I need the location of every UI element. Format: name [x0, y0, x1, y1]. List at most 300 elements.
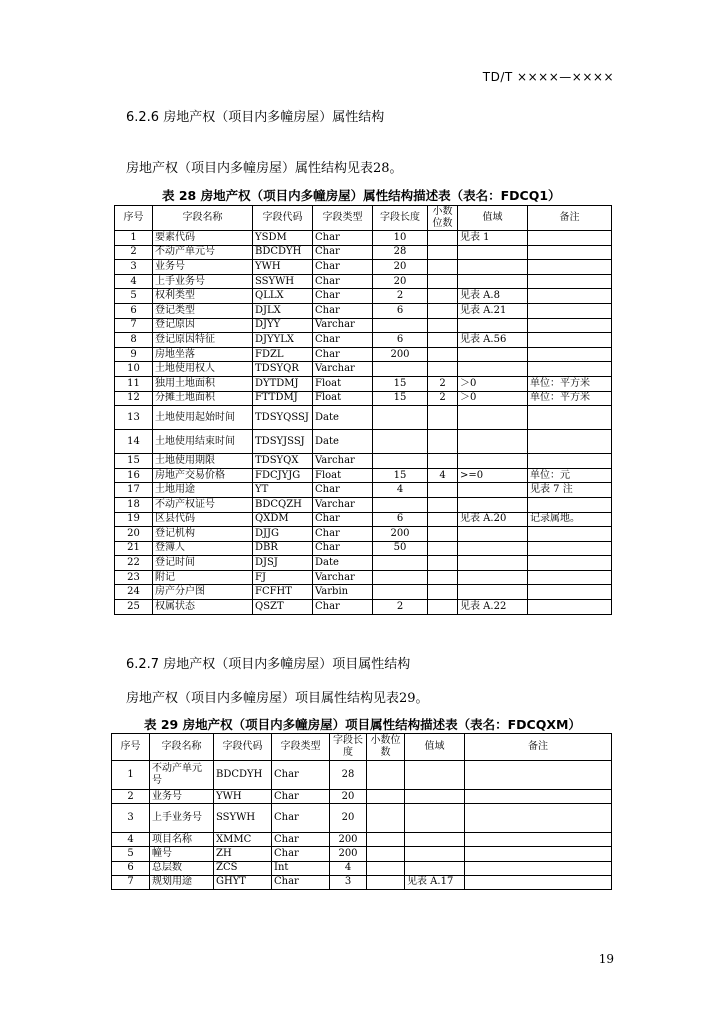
table-cell: 14 [115, 430, 153, 454]
table-cell: 5 [112, 847, 150, 861]
table-cell: DJLX [253, 303, 313, 318]
table-cell: 土地使用权人 [153, 362, 253, 377]
table-cell [458, 274, 528, 289]
table-cell: 见表 A.22 [458, 600, 528, 615]
table-cell: 2 [112, 790, 150, 804]
table-cell: FDCJYJG [253, 468, 313, 483]
table-cell: XMMC [214, 833, 272, 847]
table-cell: 分摊土地面积 [153, 391, 253, 406]
column-header: 字段长度 [373, 206, 428, 231]
table-cell: 10 [373, 231, 428, 246]
table-cell [428, 454, 458, 469]
table-cell: Varchar [313, 362, 373, 377]
table-cell: 25 [115, 600, 153, 615]
table-row [115, 260, 612, 275]
table-cell: GHYT [214, 875, 272, 889]
table-cell [528, 556, 612, 571]
column-header: 值域 [458, 206, 528, 231]
table-cell: 总层数 [150, 861, 214, 875]
table-row [112, 804, 612, 833]
section-heading-6-2-6: 6.2.6 房地产权（项目内多幢房屋）属性结构 [126, 110, 385, 125]
table-cell: Char [272, 790, 330, 804]
table-cell: 4 [112, 833, 150, 847]
table-cell [458, 347, 528, 362]
table-cell: 2 [428, 376, 458, 391]
table-cell: Char [272, 804, 330, 833]
table-row [112, 847, 612, 861]
table-cell: 不动产单元号 [150, 761, 214, 790]
table-cell: TDSYJSSJ [253, 430, 313, 454]
table-cell [373, 406, 428, 430]
table-cell: 10 [115, 362, 153, 377]
table-cell: Char [313, 333, 373, 348]
table-cell: 登记时间 [153, 556, 253, 571]
table-row [115, 333, 612, 348]
column-header: 序号 [112, 734, 150, 761]
table-cell: YWH [214, 790, 272, 804]
table-cell: 上手业务号 [153, 274, 253, 289]
table-cell: 16 [115, 468, 153, 483]
table-cell: Float [313, 468, 373, 483]
table-cell [458, 318, 528, 333]
table-cell: 2 [373, 289, 428, 304]
table-cell: Float [313, 391, 373, 406]
table-row [115, 570, 612, 585]
table-cell [465, 833, 612, 847]
table-cell: 22 [115, 556, 153, 571]
table-cell: 单位：平方米 [528, 376, 612, 391]
column-header: 序号 [115, 206, 153, 231]
table-cell: Char [313, 303, 373, 318]
table-cell: Char [313, 483, 373, 498]
table-cell [367, 833, 405, 847]
table-cell [458, 483, 528, 498]
table-cell: DJYY [253, 318, 313, 333]
table-cell [405, 804, 465, 833]
table-cell: 单位：平方米 [528, 391, 612, 406]
table-cell [428, 318, 458, 333]
table-row [112, 875, 612, 889]
table-cell [367, 804, 405, 833]
table-cell [528, 274, 612, 289]
page-number: 19 [598, 952, 614, 966]
document-code-header: TD/T ××××—×××× [482, 70, 614, 84]
table-cell: 12 [115, 391, 153, 406]
table-row [115, 318, 612, 333]
table-row [115, 406, 612, 430]
table-cell: 3 [115, 260, 153, 275]
table-cell [528, 406, 612, 430]
table-cell: SSYWH [253, 274, 313, 289]
table-cell: 见表 A.56 [458, 333, 528, 348]
table-cell: 1 [112, 761, 150, 790]
table-cell: 权属状态 [153, 600, 253, 615]
table-cell [528, 231, 612, 246]
table-cell: 3 [112, 804, 150, 833]
table-cell [528, 527, 612, 542]
table-cell [465, 761, 612, 790]
table-cell: 6 [373, 303, 428, 318]
table-cell: 独用土地面积 [153, 376, 253, 391]
table-cell: 房产分户图 [153, 585, 253, 600]
table-cell: 2 [373, 600, 428, 615]
table-cell [373, 556, 428, 571]
table-row [115, 245, 612, 260]
table-cell: 房地产交易价格 [153, 468, 253, 483]
table-cell: DYTDMJ [253, 376, 313, 391]
table-cell: 15 [373, 391, 428, 406]
table-cell [428, 556, 458, 571]
table-cell [528, 347, 612, 362]
table-cell: 记录属地。 [528, 512, 612, 527]
table-cell: 见表 A.8 [458, 289, 528, 304]
table-cell [367, 861, 405, 875]
table-cell: 规划用途 [150, 875, 214, 889]
table-row [115, 527, 612, 542]
table-row [115, 303, 612, 318]
table-cell: QLLX [253, 289, 313, 304]
table-row [115, 430, 612, 454]
table-cell [428, 362, 458, 377]
column-header: 字段名称 [153, 206, 253, 231]
column-header: 备注 [465, 734, 612, 761]
table-cell: Varchar [313, 318, 373, 333]
table-cell: Char [313, 231, 373, 246]
table-cell [528, 600, 612, 615]
table-cell [528, 333, 612, 348]
table-cell: Char [313, 527, 373, 542]
table-cell: 20 [373, 260, 428, 275]
table-row [112, 833, 612, 847]
table-cell: Int [272, 861, 330, 875]
table-cell [373, 570, 428, 585]
table-cell: 2 [115, 245, 153, 260]
table-cell [528, 289, 612, 304]
table-cell [528, 245, 612, 260]
column-header: 备注 [528, 206, 612, 231]
table-cell [428, 274, 458, 289]
column-header: 字段类型 [313, 206, 373, 231]
table-cell: Char [313, 274, 373, 289]
table-cell [428, 303, 458, 318]
table-28 [114, 205, 612, 615]
table-cell: 9 [115, 347, 153, 362]
table-cell: 1 [115, 231, 153, 246]
table-cell [428, 430, 458, 454]
table-cell: 登记原因 [153, 318, 253, 333]
table-cell [428, 541, 458, 556]
table-cell [367, 761, 405, 790]
table-cell [373, 454, 428, 469]
table-cell [405, 847, 465, 861]
table-cell: 13 [115, 406, 153, 430]
table-cell [528, 318, 612, 333]
table-row [115, 468, 612, 483]
table-cell: ZCS [214, 861, 272, 875]
table-cell: 权利类型 [153, 289, 253, 304]
table-cell [458, 585, 528, 600]
table-cell: 6 [112, 861, 150, 875]
table-row [115, 483, 612, 498]
table-cell [458, 497, 528, 512]
table-cell [428, 512, 458, 527]
table-cell: SSYWH [214, 804, 272, 833]
table-cell: DBR [253, 541, 313, 556]
table-cell: 19 [115, 512, 153, 527]
table-row [115, 585, 612, 600]
table-cell [428, 347, 458, 362]
table-cell [367, 847, 405, 861]
table-cell: 3 [330, 875, 367, 889]
column-header: 字段长度 [330, 734, 367, 761]
table-cell [458, 362, 528, 377]
table-cell: 200 [373, 527, 428, 542]
table-row [115, 556, 612, 571]
table-cell: Varbin [313, 585, 373, 600]
table-cell: 20 [115, 527, 153, 542]
table-cell: 4 [428, 468, 458, 483]
table-cell: Char [272, 875, 330, 889]
table-row [115, 454, 612, 469]
table-cell: 8 [115, 333, 153, 348]
table-cell: YSDM [253, 231, 313, 246]
table-cell [373, 497, 428, 512]
section-intro-text: 房地产权（项目内多幢房屋）项目属性结构见表29。 [126, 691, 429, 706]
table-cell [405, 790, 465, 804]
table-cell [528, 570, 612, 585]
table-cell: Char [313, 347, 373, 362]
table-cell: Char [313, 541, 373, 556]
table-cell: 不动产权证号 [153, 497, 253, 512]
table-cell [367, 790, 405, 804]
table-cell: 上手业务号 [150, 804, 214, 833]
table-cell: 15 [115, 454, 153, 469]
table-cell: Char [313, 260, 373, 275]
table-cell: FJ [253, 570, 313, 585]
table-cell [373, 585, 428, 600]
table-header-row [112, 734, 612, 761]
table-row [115, 541, 612, 556]
table-cell [458, 556, 528, 571]
table-row [115, 274, 612, 289]
table-row [115, 231, 612, 246]
table-cell [428, 483, 458, 498]
table-cell: ＞0 [458, 391, 528, 406]
table-cell: 登簿人 [153, 541, 253, 556]
table-cell: FCFHT [253, 585, 313, 600]
table-cell [465, 875, 612, 889]
table-cell: 业务号 [150, 790, 214, 804]
table-cell: 登记原因特征 [153, 333, 253, 348]
table-row [115, 391, 612, 406]
table-cell: FTTDMJ [253, 391, 313, 406]
table-cell: Char [272, 761, 330, 790]
table-cell: 土地用途 [153, 483, 253, 498]
table-cell [458, 406, 528, 430]
table-cell: 17 [115, 483, 153, 498]
table-row [112, 861, 612, 875]
table-cell: 200 [330, 847, 367, 861]
table-cell: 28 [330, 761, 367, 790]
table-cell: 50 [373, 541, 428, 556]
table-cell: >=0 [458, 468, 528, 483]
table-cell: 7 [112, 875, 150, 889]
table-cell [428, 289, 458, 304]
table-cell: 6 [373, 333, 428, 348]
table-cell: DJSJ [253, 556, 313, 571]
table-cell: 20 [330, 790, 367, 804]
table-cell [428, 570, 458, 585]
table-row [115, 289, 612, 304]
table-cell: 28 [373, 245, 428, 260]
column-header: 小数位数 [428, 206, 458, 231]
table-cell: TDSYQR [253, 362, 313, 377]
table-cell: 11 [115, 376, 153, 391]
table-cell [458, 541, 528, 556]
table-cell: 200 [330, 833, 367, 847]
table-cell: Date [313, 406, 373, 430]
table-cell: 5 [115, 289, 153, 304]
table-cell: 15 [373, 376, 428, 391]
table-cell: Date [313, 430, 373, 454]
table-cell: TDSYQX [253, 454, 313, 469]
table-cell: 幢号 [150, 847, 214, 861]
table-cell: 不动产单元号 [153, 245, 253, 260]
table-cell [458, 430, 528, 454]
table-cell: YWH [253, 260, 313, 275]
table-cell: 见表 1 [458, 231, 528, 246]
table-cell: Char [313, 289, 373, 304]
table-cell: 土地使用起始时间 [153, 406, 253, 430]
table-28-caption: 表 28 房地产权（项目内多幢房屋）属性结构描述表（表名：FDCQ1） [162, 188, 561, 203]
table-cell: 土地使用结束时间 [153, 430, 253, 454]
table-cell [528, 260, 612, 275]
table-cell [528, 541, 612, 556]
table-cell: BDCDYH [253, 245, 313, 260]
table-cell: Varchar [313, 454, 373, 469]
table-cell: 登记机构 [153, 527, 253, 542]
table-row [115, 347, 612, 362]
table-cell [458, 570, 528, 585]
table-row [115, 600, 612, 615]
table-cell [367, 875, 405, 889]
table-cell [373, 318, 428, 333]
table-cell [465, 847, 612, 861]
table-cell: 见表 A.17 [405, 875, 465, 889]
table-cell [428, 231, 458, 246]
table-cell: 业务号 [153, 260, 253, 275]
table-cell [405, 833, 465, 847]
table-cell: 6 [373, 512, 428, 527]
table-29 [111, 733, 612, 890]
table-cell: 单位：元 [528, 468, 612, 483]
table-cell [373, 430, 428, 454]
table-cell [528, 362, 612, 377]
section-heading-6-2-7: 6.2.7 房地产权（项目内多幢房屋）项目属性结构 [126, 657, 411, 672]
table-row [115, 376, 612, 391]
table-cell: BDCDYH [214, 761, 272, 790]
table-cell: Char [313, 600, 373, 615]
table-cell: 4 [373, 483, 428, 498]
table-cell: 200 [373, 347, 428, 362]
table-cell [458, 454, 528, 469]
table-cell [465, 804, 612, 833]
table-cell [465, 790, 612, 804]
table-cell: 见表 A.21 [458, 303, 528, 318]
table-cell: Char [272, 833, 330, 847]
table-cell: 土地使用期限 [153, 454, 253, 469]
table-cell: ＞0 [458, 376, 528, 391]
table-cell: 见表 A.20 [458, 512, 528, 527]
table-cell: Varchar [313, 497, 373, 512]
table-cell: 21 [115, 541, 153, 556]
table-cell [428, 600, 458, 615]
section-intro-text: 房地产权（项目内多幢房屋）属性结构见表28。 [126, 161, 403, 176]
table-cell: Char [313, 245, 373, 260]
table-cell: 20 [373, 274, 428, 289]
table-cell: 20 [330, 804, 367, 833]
table-cell: 要素代码 [153, 231, 253, 246]
table-cell: Varchar [313, 570, 373, 585]
table-cell [528, 497, 612, 512]
table-row [112, 790, 612, 804]
column-header: 小数位数 [367, 734, 405, 761]
column-header: 字段类型 [272, 734, 330, 761]
table-row [112, 761, 612, 790]
column-header: 值域 [405, 734, 465, 761]
table-cell [428, 527, 458, 542]
table-cell: 登记类型 [153, 303, 253, 318]
table-cell [405, 761, 465, 790]
table-cell: 区县代码 [153, 512, 253, 527]
table-row [115, 497, 612, 512]
table-cell: BDCQZH [253, 497, 313, 512]
table-cell [428, 406, 458, 430]
table-cell: 23 [115, 570, 153, 585]
table-cell: Char [313, 512, 373, 527]
table-cell [465, 861, 612, 875]
table-cell: 4 [115, 274, 153, 289]
column-header: 字段名称 [150, 734, 214, 761]
table-cell: Date [313, 556, 373, 571]
column-header: 字段代码 [253, 206, 313, 231]
table-cell: 4 [330, 861, 367, 875]
table-cell [528, 303, 612, 318]
table-cell: YT [253, 483, 313, 498]
table-cell [405, 861, 465, 875]
table-cell: 项目名称 [150, 833, 214, 847]
table-cell [428, 333, 458, 348]
table-cell: QXDM [253, 512, 313, 527]
table-cell [458, 527, 528, 542]
table-cell: 2 [428, 391, 458, 406]
table-cell: DJJG [253, 527, 313, 542]
table-cell [428, 585, 458, 600]
table-cell [458, 245, 528, 260]
table-row [115, 512, 612, 527]
table-row [115, 362, 612, 377]
table-cell: 24 [115, 585, 153, 600]
table-cell [428, 497, 458, 512]
table-cell: ZH [214, 847, 272, 861]
table-header-row [115, 206, 612, 231]
table-cell: 见表 7 注 [528, 483, 612, 498]
table-cell: FDZL [253, 347, 313, 362]
table-cell: 附记 [153, 570, 253, 585]
table-cell [373, 362, 428, 377]
table-cell: 6 [115, 303, 153, 318]
table-cell [428, 260, 458, 275]
